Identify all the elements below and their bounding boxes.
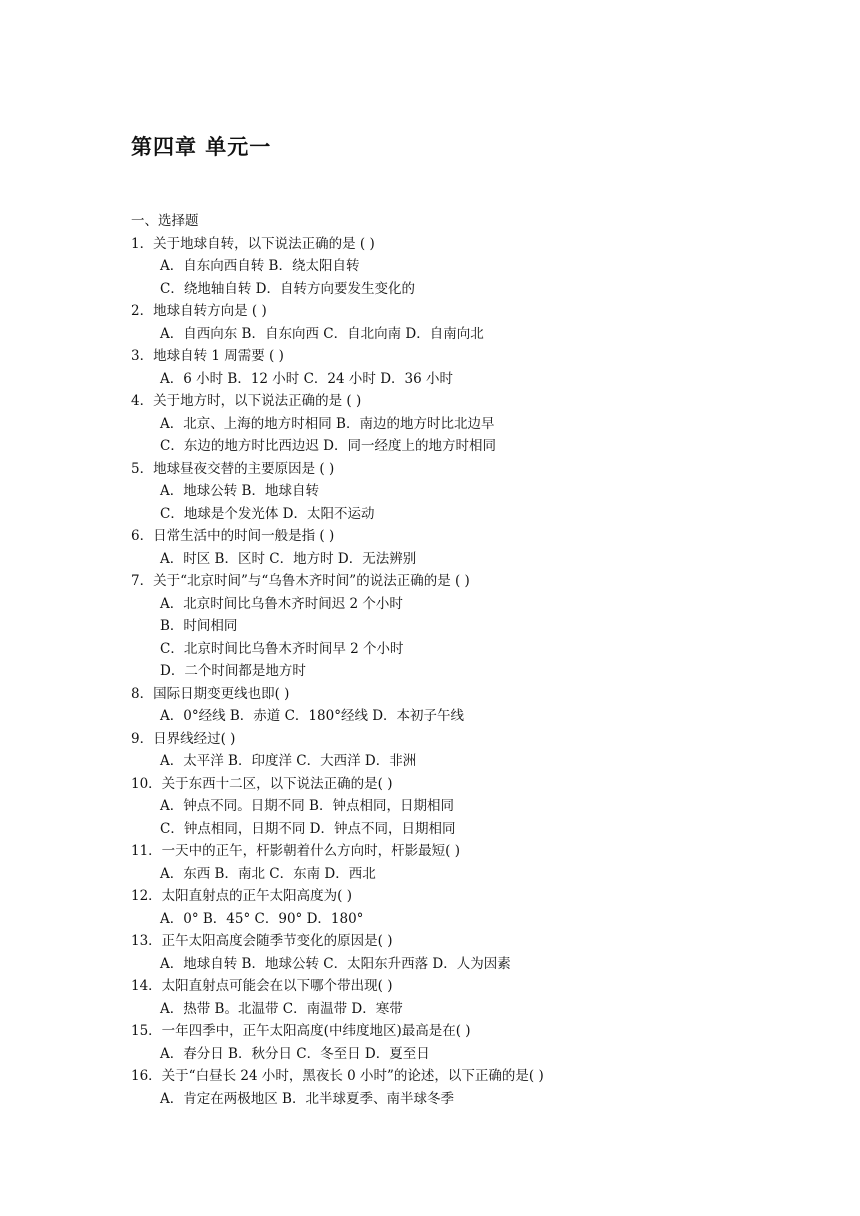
- question-options: A．春分日 B．秋分日 C．冬至日 D．夏至日: [160, 1045, 430, 1062]
- question-stem: 4．关于地方时，以下说法正确的是 ( ): [131, 393, 362, 409]
- question-options: A．时区 B．区时 C．地方时 D．无法辨别: [160, 550, 417, 567]
- question-options: A．太平洋 B．印度洋 C．大西洋 D．非洲: [160, 753, 417, 769]
- question-options: A．地球公转 B．地球自转: [160, 483, 319, 499]
- question-stem: 8．国际日期变更线也即( ): [131, 685, 290, 702]
- question-stem: 6．日常生活中的时间一般是指 ( ): [131, 528, 335, 544]
- question-options: A．地球自转 B．地球公转 C．太阳东升西落 D．人为因素: [160, 955, 511, 972]
- section-heading: 一、选择题: [131, 213, 199, 229]
- question-stem: 10．关于东西十二区，以下说法正确的是( ): [131, 775, 393, 792]
- question-options: A．自西向东 B．自东向西 C．自北向南 D．自南向北: [160, 325, 484, 342]
- question-stem: 16．关于“白昼长 24 小时，黑夜长 0 小时”的论述，以下正确的是( ): [131, 1068, 544, 1084]
- question-stem: 12．太阳直射点的正午太阳高度为( ): [131, 888, 353, 904]
- question-stem: 9．日界线经过( ): [131, 730, 236, 747]
- question-options: B．时间相同: [160, 618, 238, 634]
- question-options: C．北京时间比乌鲁木齐时间早 2 个小时: [160, 640, 404, 657]
- question-options: A．自东向西自转 B．绕太阳自转: [160, 258, 360, 274]
- question-options: A．北京、上海的地方时相同 B．南边的地方时比北边早: [160, 415, 495, 432]
- question-options: C．东边的地方时比西边迟 D．同一经度上的地方时相同: [160, 438, 496, 454]
- question-options: A．6 小时 B．12 小时 C．24 小时 D．36 小时: [160, 370, 453, 387]
- question-options: A．热带 B。北温带 C．南温带 D．寒带: [160, 1000, 403, 1017]
- question-stem: 14．太阳直射点可能会在以下哪个带出现( ): [131, 978, 393, 994]
- question-options: A．0° B．45° C．90° D．180°: [160, 910, 364, 927]
- question-stem: 3．地球自转 1 周需要 ( ): [131, 348, 284, 364]
- question-options: A．北京时间比乌鲁木齐时间迟 2 个小时: [160, 595, 403, 612]
- question-options: A．0°经线 B．赤道 C．180°经线 D．本初子午线: [160, 708, 465, 724]
- question-options: A．东西 B．南北 C．东南 D．西北: [160, 865, 376, 882]
- question-options: C．绕地轴自转 D．自转方向要发生变化的: [160, 280, 415, 297]
- question-options: A．钟点不同。日期不同 B．钟点相同，日期相同: [160, 798, 454, 814]
- question-stem: 11．一天中的正午，杆影朝着什么方向时，杆影最短( ): [131, 843, 461, 859]
- question-options: D．二个时间都是地方时: [160, 663, 306, 679]
- question-options: C．地球是个发光体 D．太阳不运动: [160, 505, 375, 522]
- question-list: [131, 210, 831, 1110]
- question-stem: 15．一年四季中，正午太阳高度(中纬度地区)最高是在( ): [131, 1023, 471, 1039]
- question-stem: 13．正午太阳高度会随季节变化的原因是( ): [131, 933, 393, 949]
- question-stem: 5．地球昼夜交替的主要原因是 ( ): [131, 460, 335, 477]
- question-stem: 1．关于地球自转，以下说法正确的是 ( ): [131, 235, 375, 252]
- question-stem: 2．地球自转方向是 ( ): [131, 303, 267, 319]
- page-title: 第四章 单元一: [131, 135, 272, 159]
- question-stem: 7．关于“北京时间”与“乌鲁木齐时间”的说法正确的是 ( ): [131, 573, 470, 589]
- question-options: A．肯定在两极地区 B．北半球夏季、南半球冬季: [160, 1090, 454, 1107]
- question-options: C．钟点相同，日期不同 D．钟点不同，日期相同: [160, 820, 456, 837]
